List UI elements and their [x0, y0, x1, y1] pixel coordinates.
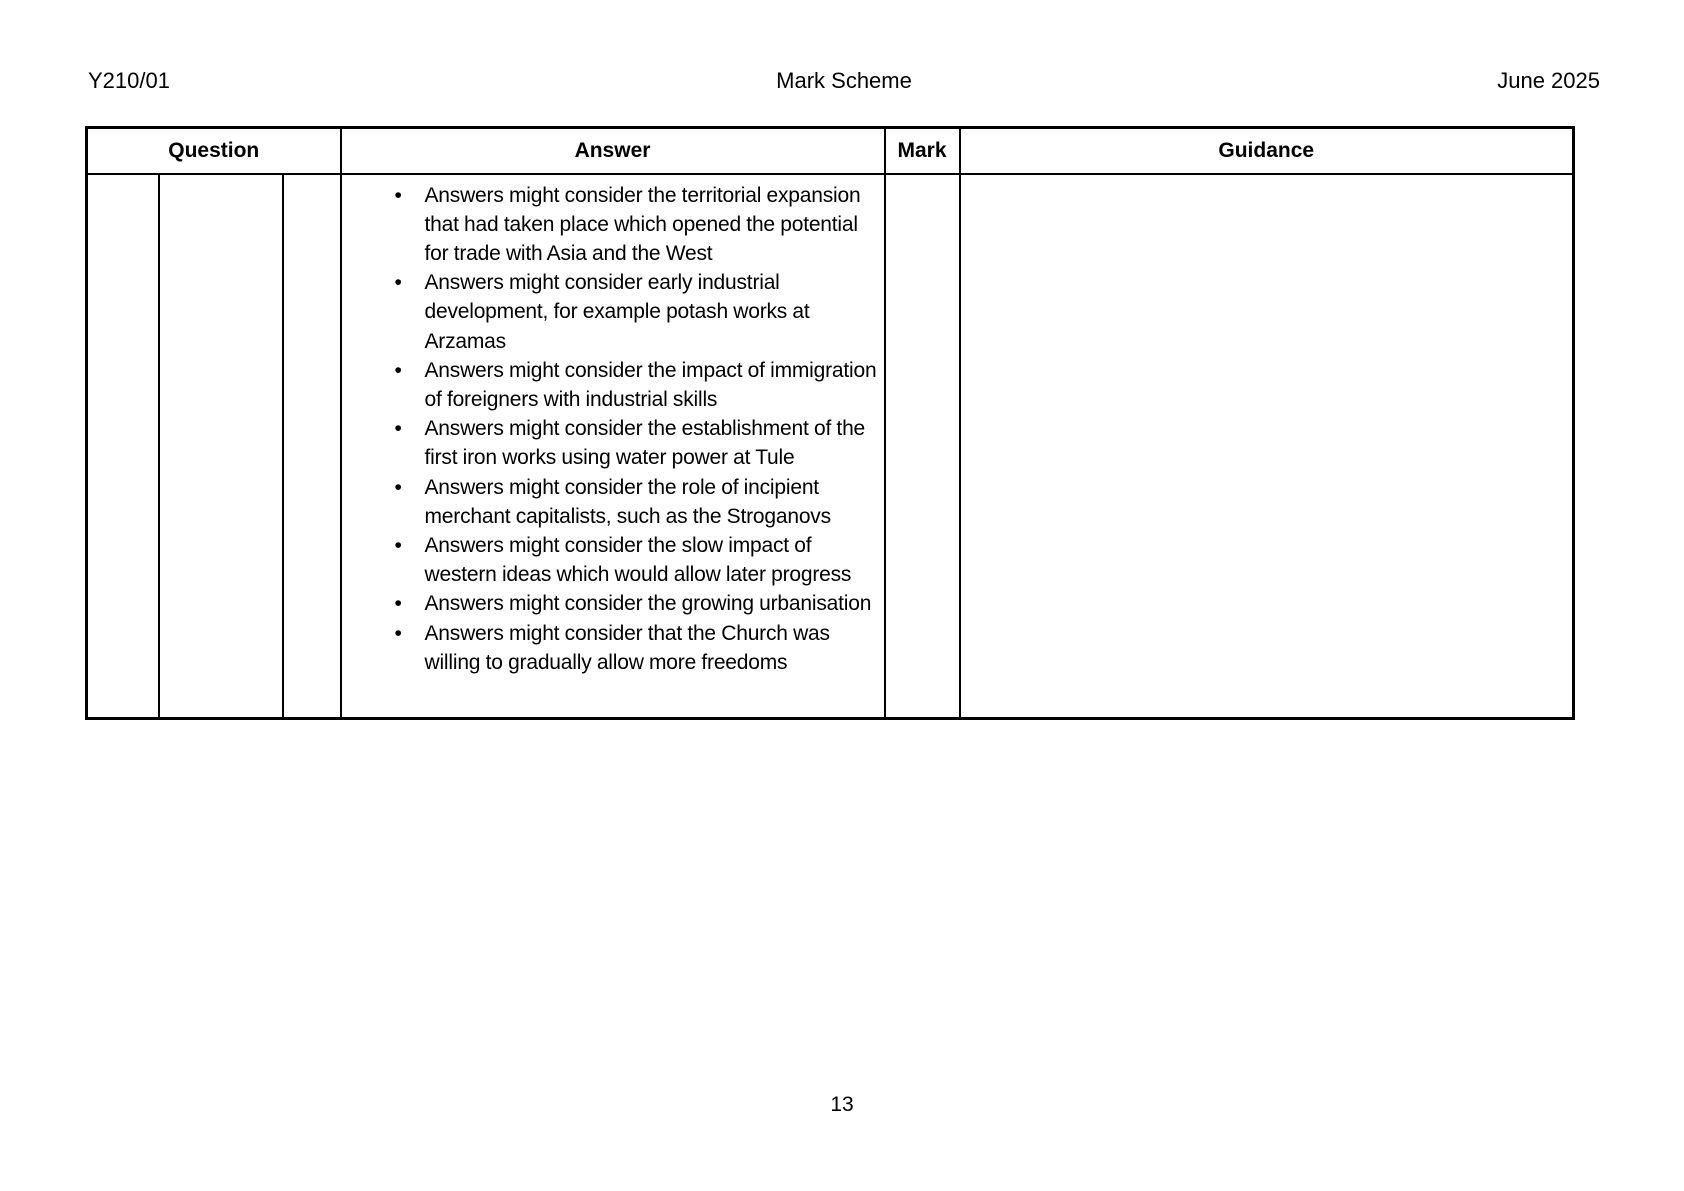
answer-bullet-item: • Answers might consider the establishment of the first iron works using water power at Tule: [393, 414, 880, 472]
answer-bullet-item: • Answers might consider that the Church was willing to gradually allow more freedoms: [393, 619, 880, 677]
page-number: 13: [830, 1093, 854, 1116]
document-title: Mark Scheme: [776, 68, 912, 93]
mark-column-header: Mark: [885, 128, 960, 174]
answer-bullet-item: • Answers might consider the growing urbanisation: [393, 589, 880, 618]
paper-code: Y210/01: [88, 68, 170, 93]
question-subsub-cell: [283, 174, 341, 719]
answer-bullet-item: • Answers might consider the role of incipient merchant capitalists, such as the Stroganovs: [393, 473, 880, 531]
answer-bullet-item: • Answers might consider early industrial development, for example potash works at Arzamas: [393, 268, 880, 356]
answer-bullet-item: • Answers might consider the territorial expansion that had taken place which opened the potential for trade with Asia and the West: [393, 181, 880, 269]
answer-bullet-list: [342, 175, 884, 677]
exam-session: June 2025: [1497, 68, 1600, 93]
table-header-row: [87, 128, 1574, 174]
guidance-column-header: Guidance: [960, 128, 1574, 174]
document-header: [88, 68, 1600, 96]
mark-cell: [885, 174, 960, 719]
guidance-cell: [960, 174, 1574, 719]
question-subpart-cell: [159, 174, 283, 719]
answer-bullet-item: • Answers might consider the slow impact of western ideas which would allow later progress: [393, 531, 880, 589]
table-body-row: [87, 174, 1574, 719]
answer-cell: [341, 174, 885, 719]
question-column-header: Question: [87, 128, 341, 174]
answer-bullet-item: • Answers might consider the impact of immigration of foreigners with industrial skills: [393, 356, 880, 414]
question-number-cell: [87, 174, 159, 719]
answer-column-header: Answer: [341, 128, 885, 174]
mark-scheme-table: [85, 126, 1575, 720]
